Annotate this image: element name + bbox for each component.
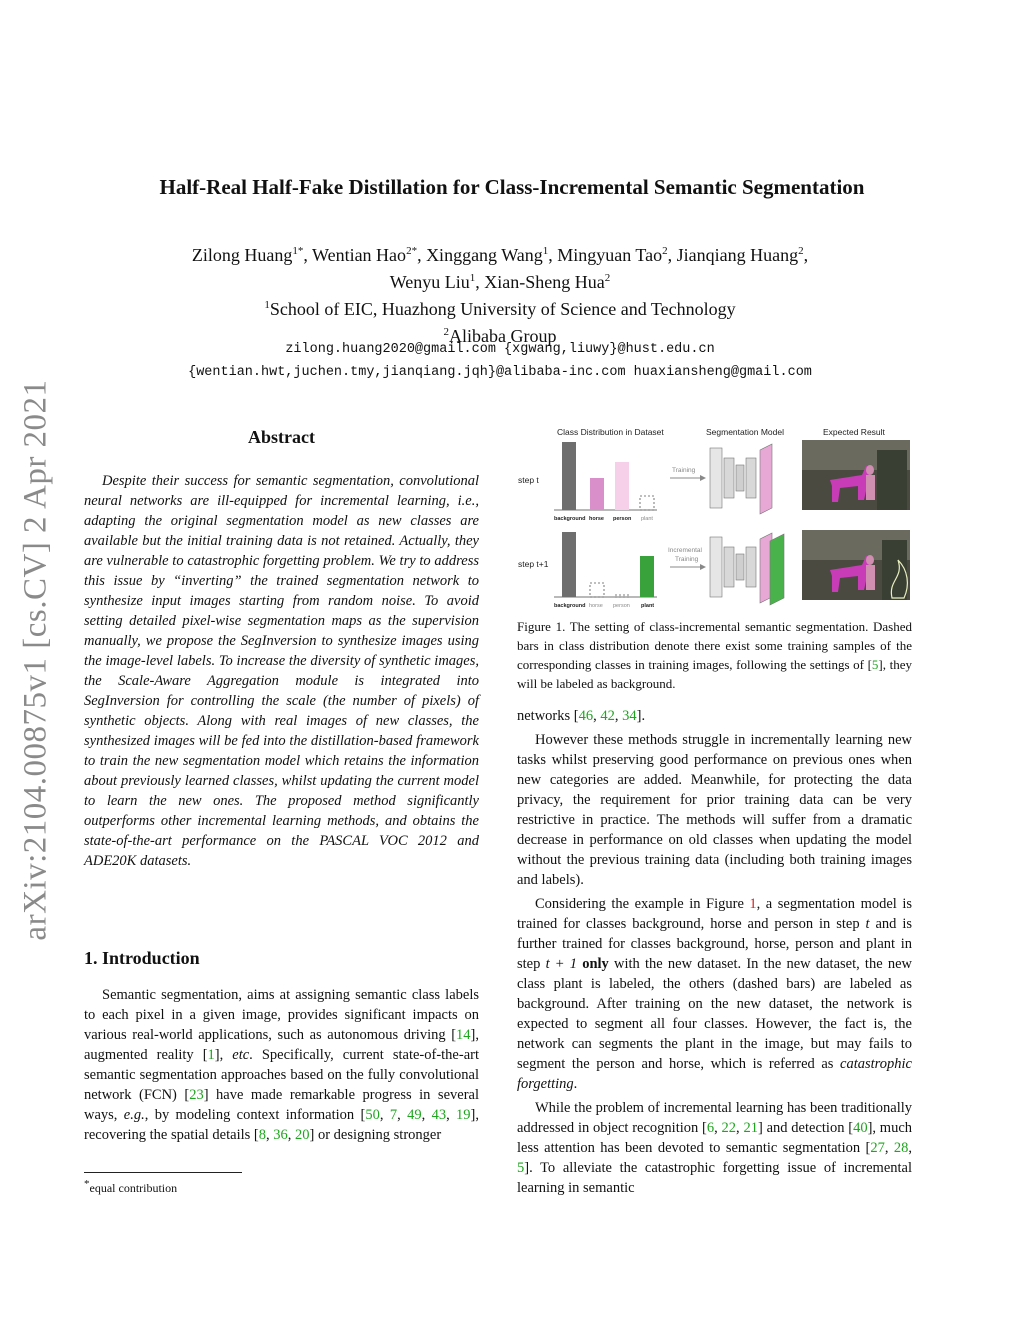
- author-line-2: Wenyu Liu$^1$, Xian-Sheng Hua$^2$: [389, 272, 611, 292]
- author-name: Jianqiang Huang: [676, 245, 799, 265]
- citation-link[interactable]: 23: [189, 1087, 204, 1103]
- author-sup: 1*: [292, 245, 304, 257]
- author-sup: 2*: [406, 245, 418, 257]
- segmentation-model-t1: [710, 533, 784, 605]
- author-sup: 2: [798, 245, 804, 257]
- bar-plant-t-dashed: [640, 496, 654, 510]
- bar-label: plant: [641, 516, 653, 522]
- footnote: *equal contribution: [84, 1178, 178, 1195]
- author-name: Xinggang Wang: [426, 245, 543, 265]
- arxiv-id: arXiv:2104.00875v1 [cs.CV] 2 Apr 2021: [17, 379, 54, 941]
- paragraph-3: Considering the example in Figure 1, a segmentation model is trained for classes background, horse and person in step t and is further trained for classes background, horse, person and plant in step t + 1 only with the new dataset. In the new dataset, the new class plant is labeled, the others (dashed bars) are labeled as background. After training on the new dataset, the network is expected to segment all four classes. However, the fact is, the network can segments the plant in the image, but may fails to segment the person and horse, which is referred as catastrophic forgetting.: [517, 896, 913, 1092]
- footnote-divider: [84, 1172, 242, 1173]
- expected-result-image-t: [802, 440, 910, 510]
- citation-link[interactable]: 20: [295, 1127, 310, 1143]
- bar-label: horse: [589, 516, 604, 522]
- bar-label: horse: [589, 603, 603, 609]
- intro-text: [84, 985, 479, 1145]
- affiliation-2: $^2$Alibaba Group: [443, 326, 557, 346]
- author-name: Xian-Sheng Hua: [484, 272, 605, 292]
- citation-link[interactable]: 50: [365, 1107, 380, 1123]
- abstract-paragraph: Despite their success for semantic segmentation, convolutional neural networks are ill-equipped for incremental learning, i.e., adapting the original segmentation model as new classes are available but the initial training data is not retained. Actually, they are vulnerable to catastrophic forgetting problem. We try to address this issue by “inverting” the trained segmentation network to synthesize input images starting from random noise. To avoid setting detailed pixel-wise segmentation maps as the supervision manually, we propose the SegInversion to synthesize images using the image-level labels. To increase the diversity of synthetic images, the Scale-Aware Aggregation module is integrated into SegInversion for controlling the scale (the number of pixels) of synthetic objects. Along with real images of new classes, the synthesized images will be fed into the distillation-based framework to train the new segmentation model which retains the information about previously learned classes, whilst updating the current model to learn the new ones. The proposed method significantly outperforms other incremental learning methods, and obtains the state-of-the-art performance on the PASCAL VOC 2012 and ADE20K datasets.: [84, 473, 479, 869]
- citation-link[interactable]: 34: [622, 708, 637, 724]
- paragraph-continuation: networks [46, 42, 34].: [517, 708, 646, 724]
- author-name: Mingyuan Tao: [557, 245, 663, 265]
- citation-link[interactable]: 19: [456, 1107, 471, 1123]
- citation-link[interactable]: 8: [258, 1127, 266, 1143]
- email-line-2: {wentian.hwt,juchen.tmy,jianqiang.jqh}@alibaba-inc.com huaxiansheng@gmail.com: [188, 365, 812, 380]
- bar-label: person: [613, 516, 632, 522]
- segmentation-model-t: [710, 444, 772, 514]
- bar-background-t: [562, 442, 576, 510]
- author-line-1: Zilong Huang$^{1*}$, Wentian Hao$^{2*}$, Xinggang Wang$^1$, Mingyuan Tao$^2$, Jianqiang Huang$^2$,: [191, 245, 809, 265]
- paper-title: Half-Real Half-Fake Distillation for Class-Incremental Semantic Segmentation: [159, 175, 865, 199]
- arrow-icon: [700, 475, 706, 481]
- citation-link[interactable]: 21: [743, 1120, 758, 1136]
- figure-ref-link[interactable]: 1: [749, 896, 757, 912]
- arrow-icon: [700, 564, 706, 570]
- arrow-label-training2: Training: [675, 556, 699, 563]
- figure-col-header-2: Segmentation Model: [706, 427, 784, 437]
- email-line-1: zilong.huang2020@gmail.com {xgwang,liuwy}@hust.edu.cn: [285, 342, 715, 357]
- citation-link[interactable]: 28: [893, 1140, 909, 1156]
- abstract-text: [84, 471, 479, 871]
- author-sup: 1: [469, 272, 476, 284]
- figure-col-header-3: Expected Result: [823, 427, 885, 437]
- bar-horse-t: [590, 478, 604, 510]
- author-sup: 2: [662, 245, 668, 257]
- email-block: [0, 338, 1000, 384]
- citation-link[interactable]: 5: [517, 1160, 525, 1176]
- bar-plant-t1: [640, 556, 654, 597]
- bar-horse-t1-dashed: [590, 583, 604, 597]
- bar-label: background: [554, 603, 586, 609]
- citation-link[interactable]: 5: [871, 657, 879, 672]
- expected-result-image-t1: [802, 530, 910, 600]
- step-label-t1: step t+1: [518, 559, 549, 569]
- citation-link[interactable]: 36: [273, 1127, 288, 1143]
- citation-link[interactable]: 27: [870, 1140, 885, 1156]
- right-column-text: [517, 706, 912, 1198]
- bar-label: person: [613, 603, 630, 609]
- section-heading-introduction: 1. Introduction: [84, 948, 200, 968]
- citation-link[interactable]: 22: [721, 1120, 737, 1136]
- paragraph-4: While the problem of incremental learning has been traditionally addressed in object recognition [6, 22, 21] and detection [40], much less attention has been devoted to semantic segmentation [27, 28, 5]. To alleviate the catastrophic forgetting issue of incremental learning in semantic: [517, 1100, 913, 1196]
- author-name: Wenyu Liu: [389, 272, 470, 292]
- citation-link[interactable]: 42: [600, 708, 615, 724]
- arxiv-sidebar: [10, 360, 62, 960]
- bar-label: background: [554, 516, 586, 522]
- citation-link[interactable]: 1: [207, 1047, 215, 1063]
- citation-link[interactable]: 6: [706, 1120, 715, 1136]
- author-name: Wentian Hao: [312, 245, 407, 265]
- abstract-heading: Abstract: [248, 427, 315, 447]
- citation-link[interactable]: 40: [853, 1120, 868, 1136]
- intro-paragraph-1: Semantic segmentation, aims at assigning semantic class labels to each pixel in a given image, provides significant impacts on various real-world applications, such as autonomous driving [14], augmented reality [1], etc. Specifically, current state-of-the-art semantic segmentation approaches based on the fully convolutional network (FCN) [23] have made remarkable progress in several ways, e.g., by modeling context information [50, 7, 49, 43, 19], recovering the spatial details [8, 36, 20] or designing stronger: [84, 987, 480, 1143]
- author-sup: 2: [604, 272, 611, 284]
- author-name: Zilong Huang: [191, 245, 293, 265]
- bar-label: plant: [641, 603, 655, 609]
- citation-link[interactable]: 49: [407, 1107, 422, 1123]
- citation-link[interactable]: 46: [578, 708, 594, 724]
- citation-link[interactable]: 14: [456, 1027, 471, 1043]
- arrow-label-training: Training: [672, 467, 696, 474]
- figure-col-header-1: Class Distribution in Dataset: [557, 427, 664, 437]
- bar-background-t1: [562, 532, 576, 597]
- arrow-label-incremental: Incremental: [668, 547, 702, 554]
- figure-1: [512, 420, 917, 615]
- paragraph-2: However these methods struggle in incrementally learning new tasks whilst preserving good performance on previous ones when new categories are added. Meanwhile, for protecting the data privacy, the requirement for prior training data can be very restrictive in practice. The methods will suffer from a dramatic decrease in performance on old classes when updating the model without the previous training data (including both training images and labels).: [517, 732, 912, 888]
- author-sup: 1: [542, 245, 549, 257]
- author-block: [0, 240, 1000, 348]
- figure-1-caption: Figure 1. The setting of class-incremental semantic segmentation. Dashed bars in class distribution denote there exist some training samples of the corresponding classes in training images, following the settings of [5], they will be labeled as background.: [517, 619, 912, 691]
- bar-person-t: [615, 462, 629, 510]
- citation-link[interactable]: 43: [431, 1107, 447, 1123]
- citation-link[interactable]: 7: [389, 1107, 398, 1123]
- affiliation-1: $^1$School of EIC, Huazhong University of Science and Technology: [264, 299, 736, 319]
- step-label-t: step t: [518, 475, 539, 485]
